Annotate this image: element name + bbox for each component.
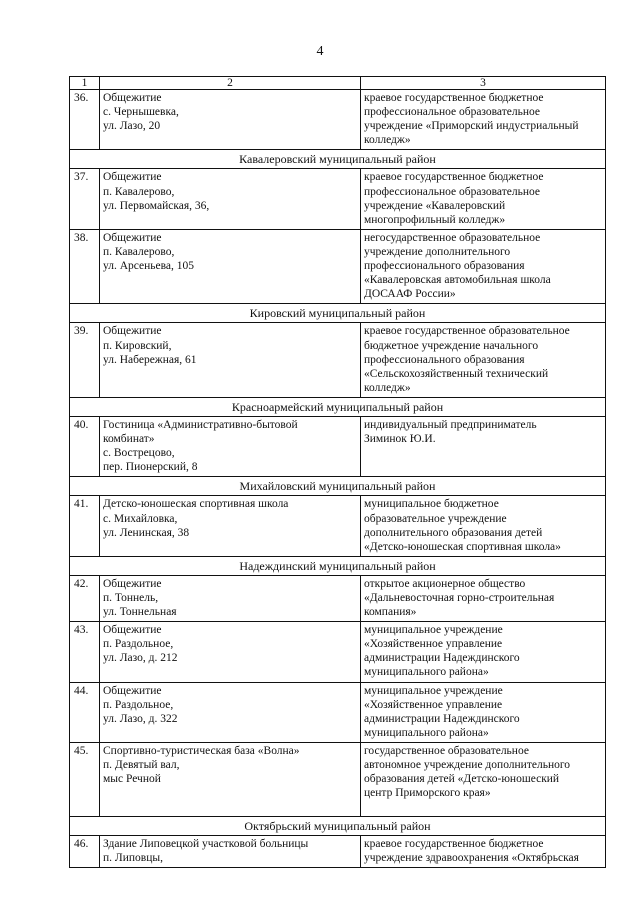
table-row — [70, 416, 606, 476]
header-cell-owner: 3 — [361, 77, 606, 90]
district-section-row — [70, 477, 606, 496]
table-row — [70, 323, 606, 397]
row-number: 41. — [70, 496, 100, 556]
district-section-row — [70, 304, 606, 323]
district-title: Кировский муниципальный район — [70, 304, 606, 323]
row-number: 39. — [70, 323, 100, 397]
facilities-table — [69, 76, 606, 868]
owner-organization: открытое акционерное общество «Дальневосточная горно-строительная компания» — [361, 575, 606, 621]
row-number: 43. — [70, 622, 100, 682]
table-row — [70, 575, 606, 621]
facility-description: Детско-юношеская спортивная школа с. Михайловка, ул. Ленинская, 38 — [100, 496, 361, 556]
table-row — [70, 682, 606, 742]
table-header-row — [70, 77, 606, 90]
table-row — [70, 496, 606, 556]
page-number: 4 — [316, 44, 324, 59]
row-number: 42. — [70, 575, 100, 621]
owner-organization: краевое государственное бюджетное профессиональное образовательное учреждение «Кавалеровский многопрофильный колледж» — [361, 169, 606, 229]
facility-description: Общежитие п. Раздольное, ул. Лазо, д. 212 — [100, 622, 361, 682]
owner-organization: индивидуальный предприниматель Зиминок Ю.И. — [361, 416, 606, 476]
facility-description: Спортивно-туристическая база «Волна» п. Девятый вал, мыс Речной — [100, 742, 361, 816]
table-row — [70, 169, 606, 229]
facility-description: Гостиница «Административно-бытовой комбинат» с. Вострецово, пер. Пионерский, 8 — [100, 416, 361, 476]
facility-description: Общежитие п. Кавалерово, ул. Арсеньева, 105 — [100, 229, 361, 303]
owner-organization: краевое государственное образовательное бюджетное учреждение начального профессионального образования «Сельскохозяйственный технический колледж» — [361, 323, 606, 397]
header-cell-number: 1 — [70, 77, 100, 90]
owner-organization: негосударственное образовательное учреждение дополнительного профессионального образования «Кавалеровская автомобильная школа ДОСААФ России» — [361, 229, 606, 303]
district-title: Михайловский муниципальный район — [70, 477, 606, 496]
district-title: Красноармейский муниципальный район — [70, 397, 606, 416]
owner-organization: муниципальное учреждение «Хозяйственное управление администрации Надеждинского муниципального района» — [361, 682, 606, 742]
district-title: Надеждинский муниципальный район — [70, 556, 606, 575]
row-number: 46. — [70, 836, 100, 868]
owner-organization: краевое государственное бюджетное профессиональное образовательное учреждение «Приморский индустриальный колледж» — [361, 90, 606, 150]
table-row — [70, 622, 606, 682]
header-cell-object: 2 — [100, 77, 361, 90]
facility-description: Общежитие п. Кировский, ул. Набережная, 61 — [100, 323, 361, 397]
row-number: 45. — [70, 742, 100, 816]
facility-description: Общежитие п. Кавалерово, ул. Первомайская, 36, — [100, 169, 361, 229]
table-row — [70, 90, 606, 150]
owner-organization: государственное образовательное автономное учреждение дополнительного образования детей «Детско-юношеский центр Приморского края» — [361, 742, 606, 816]
row-number: 40. — [70, 416, 100, 476]
row-number: 36. — [70, 90, 100, 150]
row-number: 37. — [70, 169, 100, 229]
owner-organization: муниципальное бюджетное образовательное учреждение дополнительного образования детей «Детско-юношеская спортивная школа» — [361, 496, 606, 556]
row-number: 44. — [70, 682, 100, 742]
district-section-row — [70, 556, 606, 575]
table-row — [70, 229, 606, 303]
district-title: Октябрьский муниципальный район — [70, 816, 606, 835]
facility-description: Общежитие п. Раздольное, ул. Лазо, д. 322 — [100, 682, 361, 742]
district-section-row — [70, 816, 606, 835]
district-section-row — [70, 150, 606, 169]
table-row — [70, 742, 606, 816]
facility-description: Общежитие с. Чернышевка, ул. Лазо, 20 — [100, 90, 361, 150]
facilities-table-body — [70, 77, 606, 868]
row-number: 38. — [70, 229, 100, 303]
district-title: Кавалеровский муниципальный район — [70, 150, 606, 169]
facility-description: Здание Липовецкой участковой больницы п. Липовцы, — [100, 836, 361, 868]
table-row — [70, 836, 606, 868]
owner-organization: муниципальное учреждение «Хозяйственное управление администрации Надеждинского муниципального района» — [361, 622, 606, 682]
owner-organization: краевое государственное бюджетное учреждение здравоохранения «Октябрьская — [361, 836, 606, 868]
facility-description: Общежитие п. Тоннель, ул. Тоннельная — [100, 575, 361, 621]
district-section-row — [70, 397, 606, 416]
